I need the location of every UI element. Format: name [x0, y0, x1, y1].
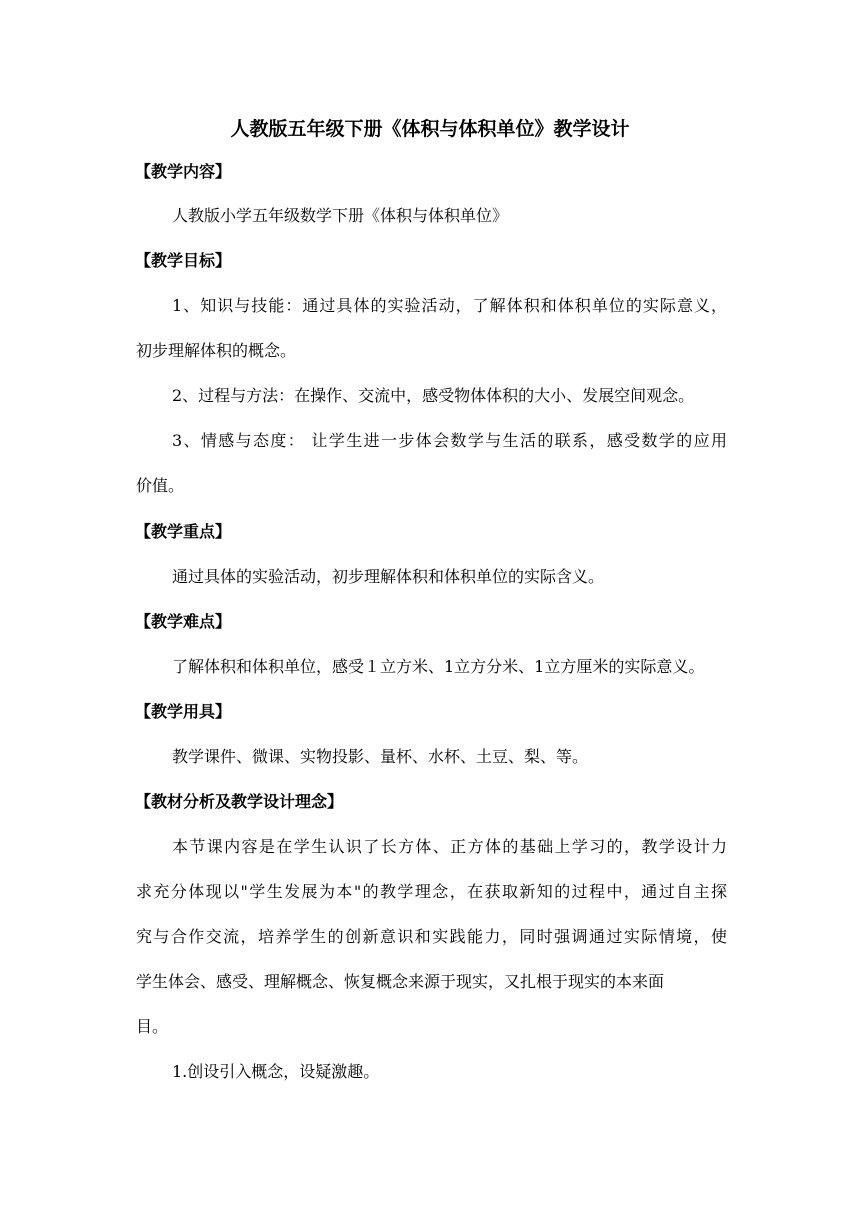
goal-item-1-line-2: 初步理解体积的概念。 [136, 341, 297, 360]
section-heading-goals: 【教学目标】 [135, 251, 232, 270]
section-heading-difficulties: 【教学难点】 [135, 612, 232, 631]
goal-item-3-line-2: 价值。 [136, 476, 185, 495]
analysis-line-4: 学生体会、感受、理解概念、恢复概念来源于现实，又扎根于现实的本来面 [136, 972, 665, 991]
difficulties-text: 了解体积和体积单位，感受１立方米、1立方分米、1立方厘米的实际意义。 [172, 657, 705, 676]
analysis-line-3: 究与合作交流，培养学生的创新意识和实践能力，同时强调通过实际情境，使 [136, 927, 727, 946]
analysis-line-1: 本节课内容是在学生认识了长方体、正方体的基础上学习的，教学设计力 [172, 837, 727, 856]
tools-text: 教学课件、微课、实物投影、量杯、水杯、土豆、梨、等。 [172, 747, 589, 766]
analysis-step-1: 1.创设引入概念，设疑激趣。 [172, 1062, 380, 1081]
goal-item-1-line-1: 1、知识与技能：通过具体的实验活动，了解体积和体积单位的实际意义， [172, 296, 727, 315]
analysis-line-2: 求充分体现以"学生发展为本"的教学理念，在获取新知的过程中，通过自主探 [136, 882, 727, 901]
analysis-line-5: 目。 [136, 1017, 169, 1036]
key-points-text: 通过具体的实验活动，初步理解体积和体积单位的实际含义。 [172, 567, 605, 586]
goal-item-3-line-1: 3、情感与态度： 让学生进一步体会数学与生活的联系，感受数学的应用 [172, 431, 727, 450]
section-heading-analysis: 【教材分析及教学设计理念】 [135, 792, 344, 811]
section-heading-tools: 【教学用具】 [135, 702, 232, 721]
content-text: 人教版小学五年级数学下册《体积与体积单位》 [172, 206, 509, 225]
section-heading-key-points: 【教学重点】 [135, 522, 232, 541]
document-title: 人教版五年级下册《体积与体积单位》教学设计 [230, 118, 630, 140]
goal-item-2: 2、过程与方法：在操作、交流中，感受物体体积的大小、发展空间观念。 [172, 386, 695, 405]
section-heading-content: 【教学内容】 [135, 162, 232, 181]
